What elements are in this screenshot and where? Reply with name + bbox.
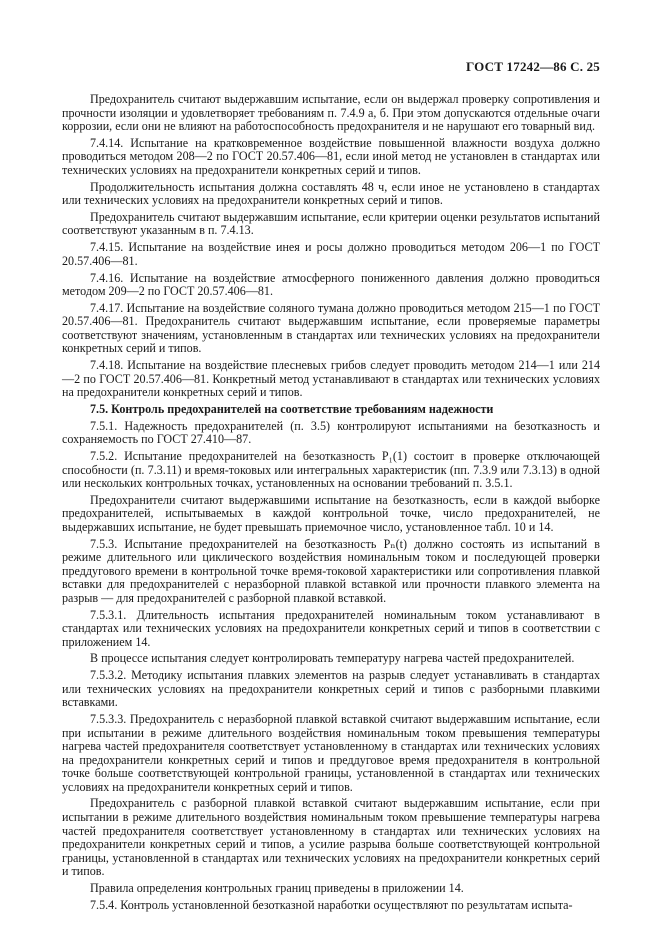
paragraph: 7.4.15. Испытание на воздействие инея и росы должно проводиться методом 206—1 по ГОСТ 20.57.406—81. xyxy=(62,240,600,268)
paragraph: Предохранитель считают выдержавшим испытание, если он выдержал проверку сопротивления и прочности изоляции и удовлетворяет требованиям п. 7.4.9 а, б. При этом допускаются отдельные очаги коррозии, если они не влияют на работоспособность предохранителя и не нарушают его товарный вид. xyxy=(62,92,600,134)
paragraph: 7.5.4. Контроль установленной безотказной наработки осуществляют по результатам испыта- xyxy=(90,897,573,912)
paragraph: 7.5.3.2. Методику испытания плавких элементов на разрыв следует устанавливать в стандартах или технических условиях на предохранители конкретных серий и типов с разборными плавкими вставками. xyxy=(62,668,600,710)
paragraph: 7.4.18. Испытание на воздействие плесневых грибов следует проводить методом 214—1 или 214—2 по ГОСТ 20.57.406—81. Конкретный метод устанавливают в стандартах или технических условиях на предохранители конкретных серий и типов. xyxy=(62,358,600,400)
paragraph: В процессе испытания следует контролировать температуру нагрева частей предохранителей. xyxy=(90,651,575,666)
paragraph: 7.5.2. Испытание предохранителей на безотказность P₁(1) состоит в проверке отключающей способности (п. 7.3.11) и время-токовых или интегральных характеристик (пп. 7.3.9 или 7.3.13) в одной или нескольких контрольных точках, установленных на основании требований п. 3.5.1. xyxy=(62,449,600,491)
document-body xyxy=(62,93,600,915)
paragraph: Предохранитель с разборной плавкой вставкой считают выдержавшим испытание, если при испытании в режиме длительного воздействия номинальным током превышение температуры нагрева частей предохранителя соответствует установленному в стандартах или технических условиях на предохранители конкретных серий и типов, а усилие разрыва больше соответствующей контрольной границы, установленной в стандартах или технических условиях на предохранители конкретных серий и типов. xyxy=(62,796,600,879)
paragraph: 7.4.17. Испытание на воздействие соляного тумана должно проводиться методом 215—1 по ГОСТ 20.57.406—81. Предохранитель считают выдержавшим испытание, если проверяемые параметры соответствуют значениям, установленным в стандартах или технических условиях на предохранители конкретных серий и типов. xyxy=(62,300,600,356)
paragraph: 7.5.3.3. Предохранитель с неразборной плавкой вставкой считают выдержавшим испытание, если при испытании в режиме длительного воздействия номинальным током превышения температуры нагрева частей предохранителя соответствует установленному в стандартах или технических условиях на предохранители конкретных серий и типов и преддуговое время предохранителя в контрольной точке больше соответствующей контрольной границы, установленной в стандартах или технических условиях на предохранители конкретных серий и типов. xyxy=(62,711,600,794)
paragraph: Правила определения контрольных границ приведены в приложении 14. xyxy=(90,880,464,895)
paragraph: 7.4.16. Испытание на воздействие атмосферного пониженного давления должно проводиться методом 209—2 по ГОСТ 20.57.406—81. xyxy=(62,270,600,299)
paragraph: 7.5.3.1. Длительность испытания предохранителей номинальным током устанавливают в стандартах или технических условиях на предохранители конкретных серий и типов в соответствии с приложением 14. xyxy=(62,607,600,649)
paragraph: Предохранитель считают выдержавшим испытание, если критерии оценки результатов испытаний соответствуют указанным в п. 7.4.13. xyxy=(62,209,600,238)
paragraph: 7.4.14. Испытание на кратковременное воздействие повышенной влажности воздуха должно проводиться методом 208—2 по ГОСТ 20.57.406—81, если иной метод не установлен в стандартах или технических условиях на предохранители конкретных серий и типов. xyxy=(62,135,600,177)
section-heading: 7.5. Контроль предохранителей на соответствие требованиям надежности xyxy=(90,401,494,416)
paragraph: Предохранители считают выдержавшими испытание на безотказность, если в каждой выборке предохранителей, испытываемых в каждой контрольной точке, число предохранителей, не выдержавших испытание, не будет превышать приемочное число, установленное табл. 10 и 14. xyxy=(62,492,600,534)
paragraph: Продолжительность испытания должна составлять 48 ч, если иное не установлено в стандартах или технических условиях на предохранители конкретных серий и типов. xyxy=(62,179,600,208)
paragraph: 7.5.1. Надежность предохранителей (п. 3.5) контролируют испытаниями на безотказность и сохраняемость по ГОСТ 27.410—87. xyxy=(62,418,600,447)
running-header: ГОСТ 17242—86 С. 25 xyxy=(466,59,600,74)
paragraph: 7.5.3. Испытание предохранителей на безотказность Pₙ(t) должно состоять из испытаний в режиме длительного или циклического воздействия номинальным током и последующей проверки преддугового времени в контрольной точке время-токовой характеристики или сопротивления плавкой вставки для предохранителей с неразборной плавкой вставкой или прочности плавкого элемента на разрыв — для предохранителей с разборной плавкой вставкой. xyxy=(62,536,600,605)
